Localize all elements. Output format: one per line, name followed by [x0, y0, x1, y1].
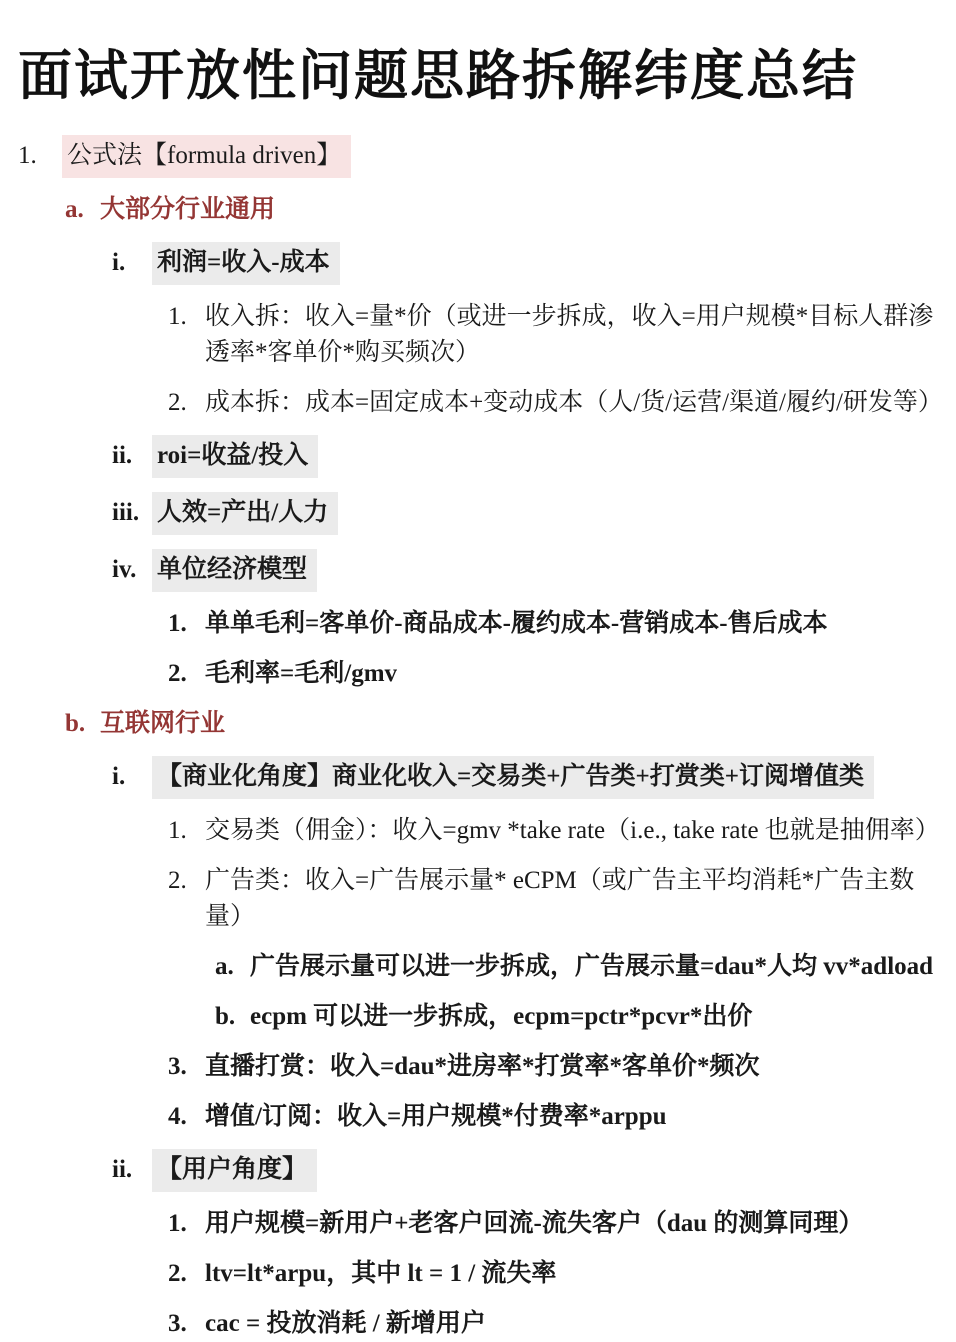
- outline-item: [0, 1256, 956, 1292]
- item-marker: 1.: [168, 302, 187, 330]
- item-text: 单单毛利=客单价-商品成本-履约成本-营销成本-售后成本: [205, 609, 828, 637]
- outline-item: [0, 656, 956, 692]
- item-text: 广告展示量可以进一步拆成，广告展示量=dau*人均 vv*adload: [250, 952, 934, 980]
- outline-item: [0, 756, 956, 799]
- item-text: 公式法【formula driven】: [62, 135, 351, 178]
- item-text: 用户规模=新用户+老客户回流-流失客户（dau 的测算同理）: [205, 1209, 864, 1237]
- item-text: 毛利率=毛利/gmv: [205, 659, 398, 687]
- item-marker: 1.: [168, 609, 187, 637]
- outline-item: [0, 1049, 956, 1085]
- item-marker: iv.: [112, 555, 137, 583]
- item-marker: 1.: [168, 816, 187, 844]
- outline-item: [0, 435, 956, 478]
- item-marker: a.: [215, 952, 234, 980]
- outline-item: [0, 299, 956, 371]
- item-marker: b.: [215, 1002, 236, 1030]
- outline-item: [0, 492, 956, 535]
- item-marker: a.: [65, 195, 84, 223]
- outline-item: [0, 1306, 956, 1342]
- item-text: 收入拆：收入=量*价（或进一步拆成，收入=用户规模*目标人群渗透率*客单价*购买频次）: [205, 302, 934, 366]
- outline-item: [0, 1149, 956, 1192]
- item-marker: 2.: [168, 866, 187, 894]
- outline-item: [0, 135, 956, 178]
- outline-item: [0, 549, 956, 592]
- outline-item: [0, 863, 956, 935]
- outline-item: [0, 706, 956, 742]
- item-text: cac = 投放消耗 / 新增用户: [205, 1309, 486, 1337]
- outline-item: [0, 949, 956, 985]
- item-marker: 2.: [168, 659, 187, 687]
- item-text: ecpm 可以进一步拆成，ecpm=pctr*pcvr*出价: [250, 1002, 753, 1030]
- item-marker: 1.: [18, 141, 37, 169]
- item-text: 【商业化角度】商业化收入=交易类+广告类+打赏类+订阅增值类: [152, 756, 874, 799]
- outline-item: [0, 242, 956, 285]
- outline-item: [0, 1099, 956, 1135]
- item-marker: 3.: [168, 1052, 187, 1080]
- item-marker: b.: [65, 709, 86, 737]
- item-text: 互联网行业: [100, 709, 226, 737]
- outline-item: [0, 1206, 956, 1242]
- item-text: ltv=lt*arpu，其中 lt = 1 / 流失率: [205, 1259, 557, 1287]
- outline-item: [0, 999, 956, 1035]
- outline-item: [0, 385, 956, 421]
- item-text: 交易类（佣金）：收入=gmv *take rate（i.e., take rate 也就是抽佣率）: [205, 816, 940, 844]
- item-text: 大部分行业通用: [100, 195, 276, 223]
- item-text: 利润=收入-成本: [152, 242, 340, 285]
- item-marker: 2.: [168, 1259, 187, 1287]
- outline-item: [0, 813, 956, 849]
- item-marker: iii.: [112, 498, 140, 526]
- item-text: 成本拆：成本=固定成本+变动成本（人/货/运营/渠道/履约/研发等）: [205, 388, 943, 416]
- page-title: 面试开放性问题思路拆解纬度总结: [18, 46, 858, 106]
- item-text: 【用户角度】: [152, 1149, 317, 1192]
- item-marker: 3.: [168, 1309, 187, 1337]
- item-text: 增值/订阅：收入=用户规模*付费率*arppu: [205, 1102, 667, 1130]
- item-text: 单位经济模型: [152, 549, 317, 592]
- item-marker: i.: [112, 248, 126, 276]
- item-marker: ii.: [112, 441, 133, 469]
- outline-item: [0, 606, 956, 642]
- item-text: 人效=产出/人力: [152, 492, 338, 535]
- item-text: 广告类：收入=广告展示量* eCPM（或广告主平均消耗*广告主数量）: [205, 866, 915, 930]
- item-text: roi=收益/投入: [152, 435, 318, 478]
- outline-item: [0, 192, 956, 228]
- item-marker: 1.: [168, 1209, 187, 1237]
- item-marker: 4.: [168, 1102, 187, 1130]
- item-marker: i.: [112, 762, 126, 790]
- item-marker: 2.: [168, 388, 187, 416]
- item-marker: ii.: [112, 1155, 133, 1183]
- item-text: 直播打赏：收入=dau*进房率*打赏率*客单价*频次: [205, 1052, 760, 1080]
